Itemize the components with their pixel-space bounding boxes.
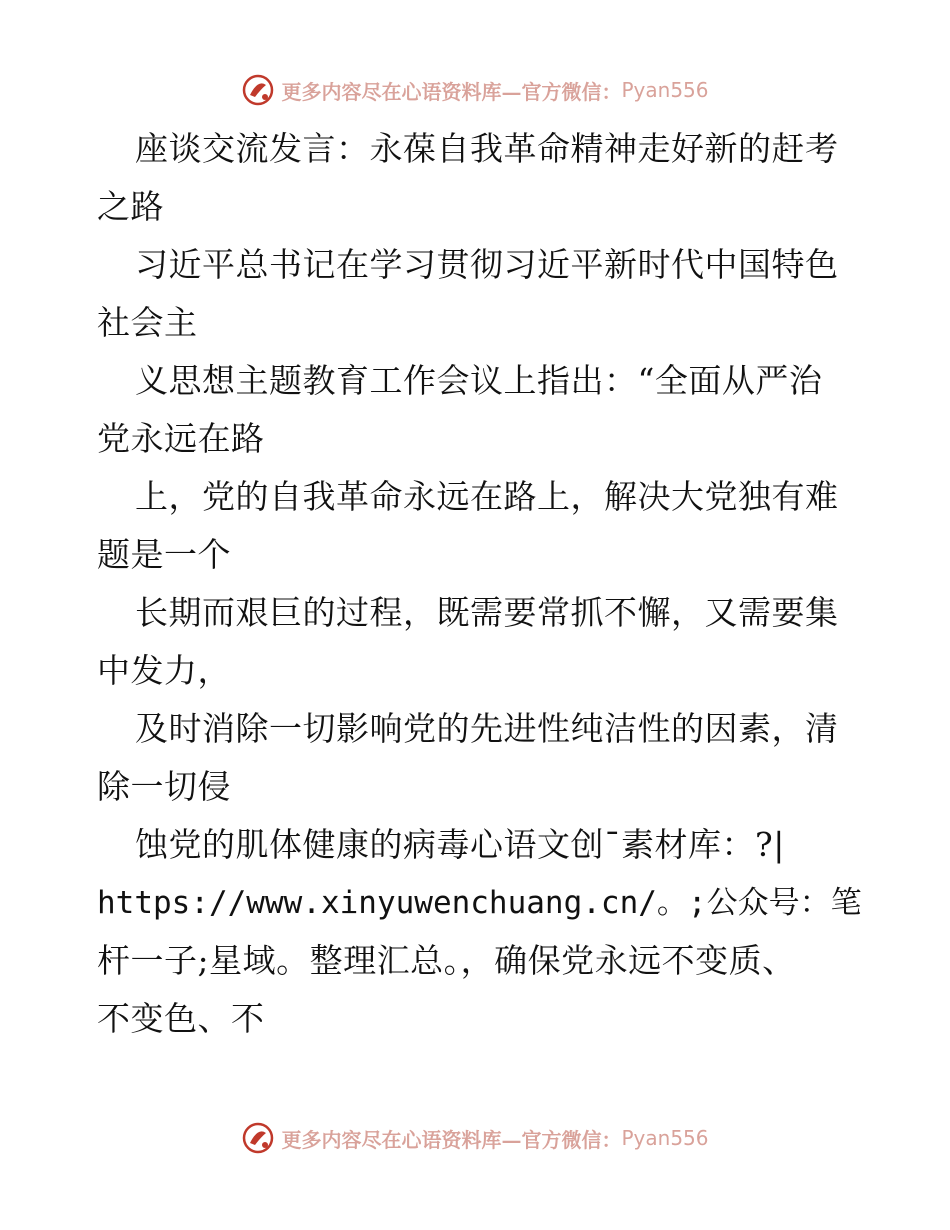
document-body bbox=[97, 120, 862, 1048]
paragraph-line: 党永远在路 bbox=[97, 419, 265, 458]
red-seal-logo-icon bbox=[241, 73, 275, 107]
paragraph-line: 题是一个 bbox=[97, 535, 231, 574]
footer-wechat-id: Pyan556 bbox=[621, 1126, 709, 1150]
paragraph-line: 中发力， bbox=[97, 651, 231, 690]
paragraph-line: 及时消除一切影响党的先进性纯洁性的因素，清 bbox=[135, 709, 839, 748]
header-wechat-id: Pyan556 bbox=[621, 78, 709, 102]
title-line-2: 之路 bbox=[97, 187, 164, 226]
red-seal-logo-icon bbox=[241, 1121, 275, 1155]
paragraph-line: 义思想主题教育工作会议上指出：“全面从严治 bbox=[135, 361, 823, 400]
paragraph-line: 长期而艰巨的过程，既需要常抓不懈，又需要集 bbox=[135, 593, 839, 632]
paragraph-line: 蚀党的肌体健康的病毒心语文创¯素材库：?| bbox=[135, 825, 785, 864]
paragraph-line: 社会主 bbox=[97, 303, 198, 342]
header-banner-text: 更多内容尽在心语资料库—官方微信： bbox=[281, 79, 622, 104]
title-line-1: 座谈交流发言：永葆自我革命精神走好新的赶考 bbox=[135, 129, 839, 168]
url-line: https://www.xinyuwenchuang.cn/。;公众号：笔 bbox=[97, 885, 862, 921]
paragraph-line: 杆一子;星域。整理汇总。，确保党永远不变质、 bbox=[97, 941, 796, 980]
footer-banner bbox=[0, 1118, 950, 1158]
paragraph-line: 除一切侵 bbox=[97, 767, 231, 806]
paragraph-line: 不变色、不 bbox=[97, 999, 265, 1038]
paragraph-line: 上，党的自我革命永远在路上，解决大党独有难 bbox=[135, 477, 839, 516]
header-banner bbox=[0, 70, 950, 110]
paragraph-line: 习近平总书记在学习贯彻习近平新时代中国特色 bbox=[135, 245, 839, 284]
footer-banner-text: 更多内容尽在心语资料库—官方微信： bbox=[281, 1127, 622, 1152]
